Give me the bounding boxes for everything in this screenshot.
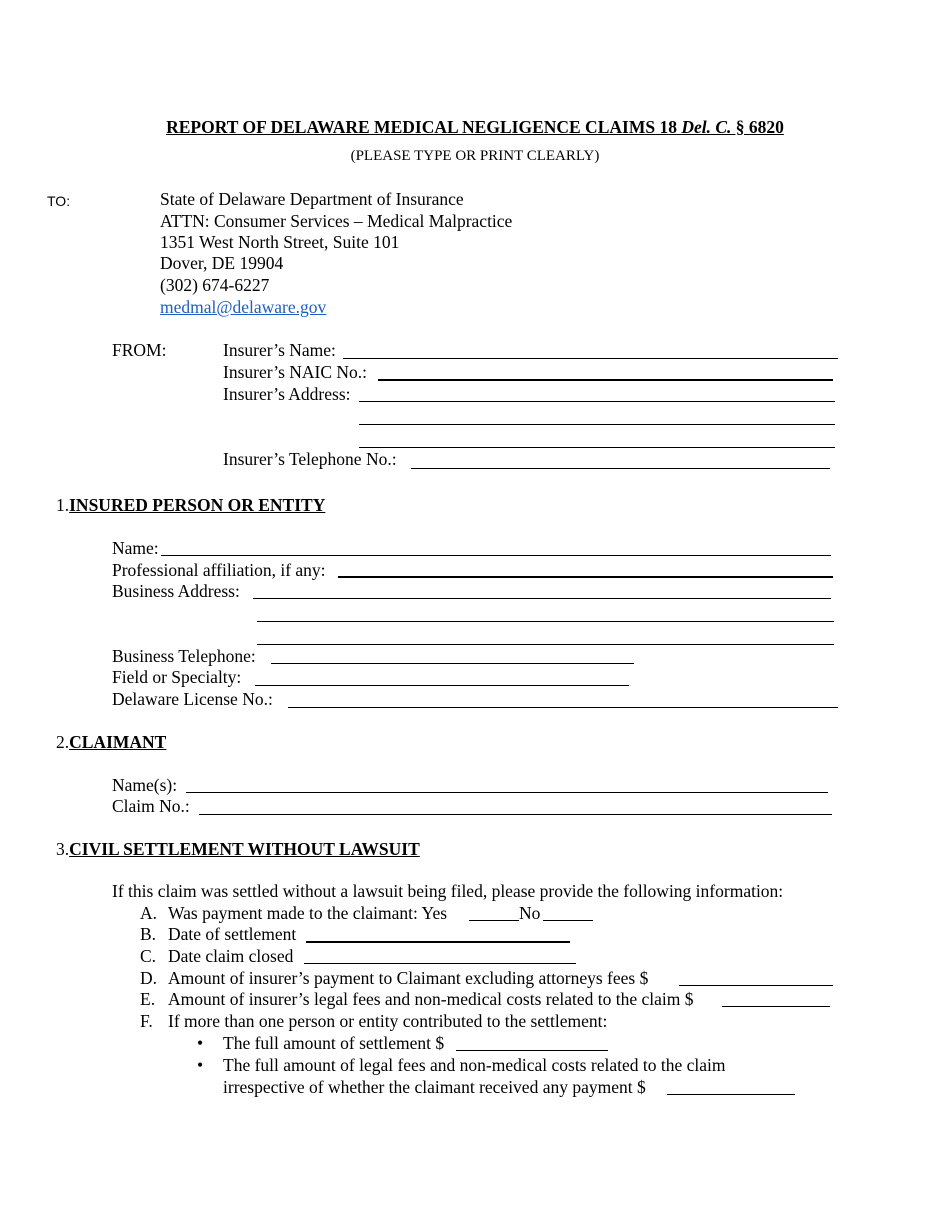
to-line-3: 1351 West North Street, Suite 101	[160, 232, 400, 252]
full-legal-fees-field[interactable]	[667, 1094, 795, 1095]
insurer-name-label: Insurer’s Name:	[223, 340, 336, 360]
item-a-no: No	[519, 903, 541, 923]
affiliation-field[interactable]	[338, 576, 833, 578]
section-1-heading	[56, 495, 325, 516]
section-3-number: 3.	[56, 839, 70, 859]
business-telephone-field[interactable]	[271, 663, 634, 664]
insurer-naic-label: Insurer’s NAIC No.:	[223, 362, 368, 382]
item-d-text: Amount of insurer’s payment to Claimant excluding attorneys fees $	[168, 968, 649, 988]
bullet-2-text-line-2: irrespective of whether the claimant received any payment $	[223, 1077, 646, 1097]
section-3-heading	[56, 839, 420, 860]
title-main: REPORT OF DELAWARE MEDICAL NEGLIGENCE CLAIMS 18	[166, 117, 682, 137]
insurer-payment-field[interactable]	[679, 985, 833, 986]
settlement-intro: If this claim was settled without a lawsuit being filed, please provide the following information:	[112, 881, 784, 901]
to-line-1: State of Delaware Department of Insurance	[160, 189, 464, 209]
yes-field[interactable]	[469, 920, 519, 921]
field-specialty-label: Field or Specialty:	[112, 667, 242, 687]
section-2-title: CLAIMANT	[69, 732, 167, 752]
claimant-names-label: Name(s):	[112, 775, 178, 795]
item-c-text: Date claim closed	[168, 946, 294, 966]
insurer-telephone-label: Insurer’s Telephone No.:	[223, 449, 397, 469]
settlement-date-field[interactable]	[306, 941, 570, 943]
item-a-text: Was payment made to the claimant: Yes	[168, 903, 448, 923]
claim-no-field[interactable]	[199, 814, 832, 815]
item-d-letter: D.	[140, 968, 158, 988]
item-f-letter: F.	[140, 1011, 153, 1031]
title-end: § 6820	[731, 117, 784, 137]
claim-no-label: Claim No.:	[112, 796, 190, 816]
business-address-label: Business Address:	[112, 581, 240, 601]
business-telephone-label: Business Telephone:	[112, 646, 256, 666]
section-2-heading	[56, 732, 166, 753]
business-address-field-1[interactable]	[253, 598, 831, 599]
to-line-2: ATTN: Consumer Services – Medical Malpractice	[160, 211, 513, 231]
business-address-field-3[interactable]	[257, 644, 834, 645]
license-label: Delaware License No.:	[112, 689, 273, 709]
to-phone: (302) 674-6227	[160, 275, 270, 295]
field-specialty-field[interactable]	[255, 685, 629, 686]
insurer-address-field-2[interactable]	[359, 424, 835, 425]
affiliation-label: Professional affiliation, if any:	[112, 560, 326, 580]
insurer-name-field[interactable]	[343, 358, 838, 359]
item-c-letter: C.	[140, 946, 157, 966]
section-1-title: INSURED PERSON OR ENTITY	[69, 495, 326, 515]
license-field[interactable]	[288, 707, 838, 708]
claimant-names-field[interactable]	[186, 792, 828, 793]
title-italic: Del. C.	[681, 117, 732, 137]
business-address-field-2[interactable]	[257, 621, 834, 622]
bullet-2-dot: •	[197, 1055, 204, 1075]
form-title	[0, 117, 950, 138]
bullet-1-text: The full amount of settlement $	[223, 1033, 445, 1053]
insurer-address-field-3[interactable]	[359, 447, 835, 448]
insurer-naic-field[interactable]	[378, 379, 833, 381]
section-3-title: CIVIL SETTLEMENT WITHOUT LAWSUIT	[69, 839, 420, 859]
to-label: TO:	[47, 193, 71, 209]
insurer-address-label: Insurer’s Address:	[223, 384, 351, 404]
to-line-4: Dover, DE 19904	[160, 253, 284, 273]
insurer-telephone-field[interactable]	[411, 468, 830, 469]
to-email-link[interactable]: medmal@delaware.gov	[160, 297, 327, 317]
from-label: FROM:	[112, 340, 167, 360]
item-b-letter: B.	[140, 924, 157, 944]
item-b-text: Date of settlement	[168, 924, 297, 944]
section-2-number: 2.	[56, 732, 70, 752]
insured-name-field[interactable]	[161, 555, 831, 556]
insurer-address-field-1[interactable]	[359, 401, 835, 402]
item-a-letter: A.	[140, 903, 158, 923]
bullet-2-text-line-1: The full amount of legal fees and non-medical costs related to the claim	[223, 1055, 726, 1075]
item-e-letter: E.	[140, 989, 156, 1009]
insured-name-label: Name:	[112, 538, 159, 558]
item-f-text: If more than one person or entity contributed to the settlement:	[168, 1011, 608, 1031]
no-field[interactable]	[543, 920, 593, 921]
claim-closed-date-field[interactable]	[304, 963, 576, 964]
section-1-number: 1.	[56, 495, 70, 515]
bullet-1-dot: •	[197, 1033, 204, 1053]
item-e-text: Amount of insurer’s legal fees and non-medical costs related to the claim $	[168, 989, 694, 1009]
full-settlement-field[interactable]	[456, 1050, 608, 1051]
form-subtitle: (PLEASE TYPE OR PRINT CLEARLY)	[350, 148, 600, 164]
legal-fees-field[interactable]	[722, 1006, 830, 1007]
